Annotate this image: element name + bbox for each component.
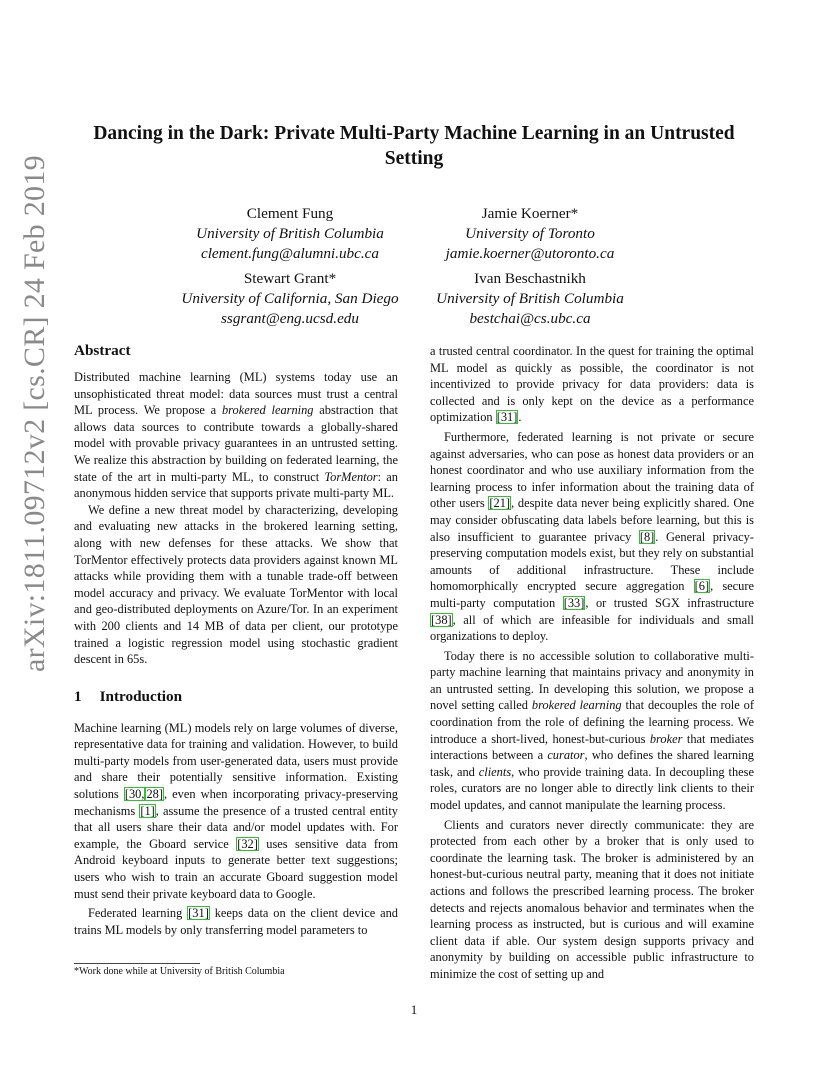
author-email: jamie.koerner@utoronto.ca xyxy=(445,245,615,262)
arxiv-sidebar-stamp xyxy=(10,155,60,680)
author-affiliation: University of Toronto xyxy=(465,225,595,242)
citation-link[interactable]: [32] xyxy=(237,836,258,851)
citation-link[interactable]: [33] xyxy=(563,595,585,610)
citation-link[interactable]: [31] xyxy=(188,906,209,921)
citation-link[interactable]: [21] xyxy=(489,496,511,511)
arxiv-identifier: arXiv:1811.09712v2 [cs.CR] 24 Feb 2019 xyxy=(18,155,51,672)
body-paragraph: Furthermore, federated learning is not private or secure against adversaries, who can pose as honest data providers or an honest coordinator and who use auxiliary information from the learning process to infer information about the training data of other users [21], despite data never being explicitly shared. One may consider obfuscating data labels before learning, but this is also insufficient to guarantee privacy [8]. General privacy-preserving computation models exist, but they rely on substantial amounts of additional infrastructure. These include homomorphically encrypted secure aggregation [6], secure multi-party computation [33], or trusted SGX infrastructure [38], all of which are infeasible for individuals and small organizations to deploy. xyxy=(430,429,754,644)
body-paragraph: Clients and curators never directly communicate: they are protected from each other by a broker that is only used to coordinate the learning task. The broker is administered by an honest-but-curious neutral party, meaning that it does not initiate actions and follows the prescribed learning process. The broker detects and rejects anomalous behavior and terminates when the learning process as instructed, but is curious and will examine client data if able. Our system design supports privacy and anonymity by building on accessible public infrastructure to minimize the cost of setting up and xyxy=(430,817,754,981)
author-affiliation: University of British Columbia xyxy=(196,225,384,242)
page-number: 1 xyxy=(410,1002,418,1017)
body-paragraph: Today there is no accessible solution to collaborative multi-party machine learning that maintains privacy and anonymity in an untrusted setting. In developing this solution, we propose a novel setting called brokered learning that decouples the role of coordination from the role of defining the learning process. We introduce a short-lived, honest-but-curious broker that mediates interactions between a curator, who defines the shared learning task, and clients, who provide training data. In decoupling these roles, curators are no longer able to directly link clients to their model updates, and cannot manipulate the learning process. xyxy=(430,648,754,813)
section-title: Introduction xyxy=(99,687,183,705)
body-paragraph: a trusted central coordinator. In the quest for training the optimal ML model as quickly as possible, the coordinator is not incentivized to provide privacy for data providers: data is collected and is only kept on the device as a performance optimization [31]. xyxy=(430,344,754,425)
body-paragraph: Machine learning (ML) models rely on large volumes of diverse, representative data for training and validation. However, to build multi-party models from user-generated data, users must provide and share their potentially sensitive information. Existing solutions [30, 28], even when incorporating privacy-preserving mechanisms [1], assume the presence of a trusted central entity that all users share their data and/or model updates with. For example, the Gboard service [32] uses sensitive data from Android keyboard inputs to generate better text suggestions; users who wish to train an accurate Gboard suggestion model must send their private keyboard data to Google. xyxy=(74,720,398,901)
author-name: Jamie Koerner* xyxy=(481,205,579,222)
author-affiliation: University of California, San Diego xyxy=(181,290,399,307)
abstract-paragraph: Distributed machine learning (ML) systems today use an unsophisticated threat model: data sources must trust a central ML process. We propose a brokered learning abstraction that allows data sources to contribute towards a globally-shared model with provable privacy guarantees in an untrusted setting. We realize this abstraction by building on federated learning, the state of the art in multi-party ML, to construct TorMentor: an anonymous hidden service that supports private multi-party ML. xyxy=(74,370,398,501)
author-block xyxy=(430,204,630,264)
citation-link[interactable]: 28] xyxy=(146,787,163,802)
citation-link[interactable]: [8] xyxy=(639,529,655,544)
abstract-heading: Abstract xyxy=(74,342,131,359)
citation-link[interactable]: [6] xyxy=(694,579,710,594)
footnote-divider xyxy=(74,963,200,964)
author-name: Ivan Beschastnikh xyxy=(474,270,586,287)
citation-link[interactable]: [30, xyxy=(124,787,145,802)
author-email: ssgrant@eng.ucsd.edu xyxy=(221,310,359,327)
left-column xyxy=(74,342,398,938)
author-name: Clement Fung xyxy=(246,205,334,222)
author-block xyxy=(160,269,420,329)
citation-link[interactable]: [1] xyxy=(140,803,155,818)
citation-link[interactable]: [38] xyxy=(431,612,452,627)
body-paragraph: Federated learning [31] keeps data on the client device and trains ML models by only transferring model parameters to xyxy=(74,906,398,937)
right-column xyxy=(430,343,754,983)
author-affiliation: University of British Columbia xyxy=(436,290,624,307)
author-block xyxy=(170,204,410,264)
author-email: clement.fung@alumni.ubc.ca xyxy=(200,245,380,262)
author-email: bestchai@cs.ubc.ca xyxy=(469,310,591,327)
author-block xyxy=(425,269,635,329)
paper-title: Dancing in the Dark: Private Multi-Party Machine Learning in an Untrusted Setting xyxy=(93,123,735,169)
footnote: *Work done while at University of British Columbia xyxy=(74,966,285,977)
author-name: Stewart Grant* xyxy=(243,270,337,287)
abstract-paragraph: We define a new threat model by characterizing, developing and evaluating new attacks in the brokered learning setting, along with new defenses for these attacks. We show that TorMentor effectively protects data providers against known ML attacks while providing them with a tunable trade-off between model accuracy and privacy. We evaluate TorMentor with local and geo-distributed deployments on Azure/Tor. In an experiment with 200 clients and 14 MB of data per client, our prototype trained a logistic regression model using stochastic gradient descent in 65s. xyxy=(74,502,398,667)
section-heading xyxy=(74,688,398,706)
section-number: 1 xyxy=(74,687,82,705)
citation-link[interactable]: [31] xyxy=(496,410,518,425)
